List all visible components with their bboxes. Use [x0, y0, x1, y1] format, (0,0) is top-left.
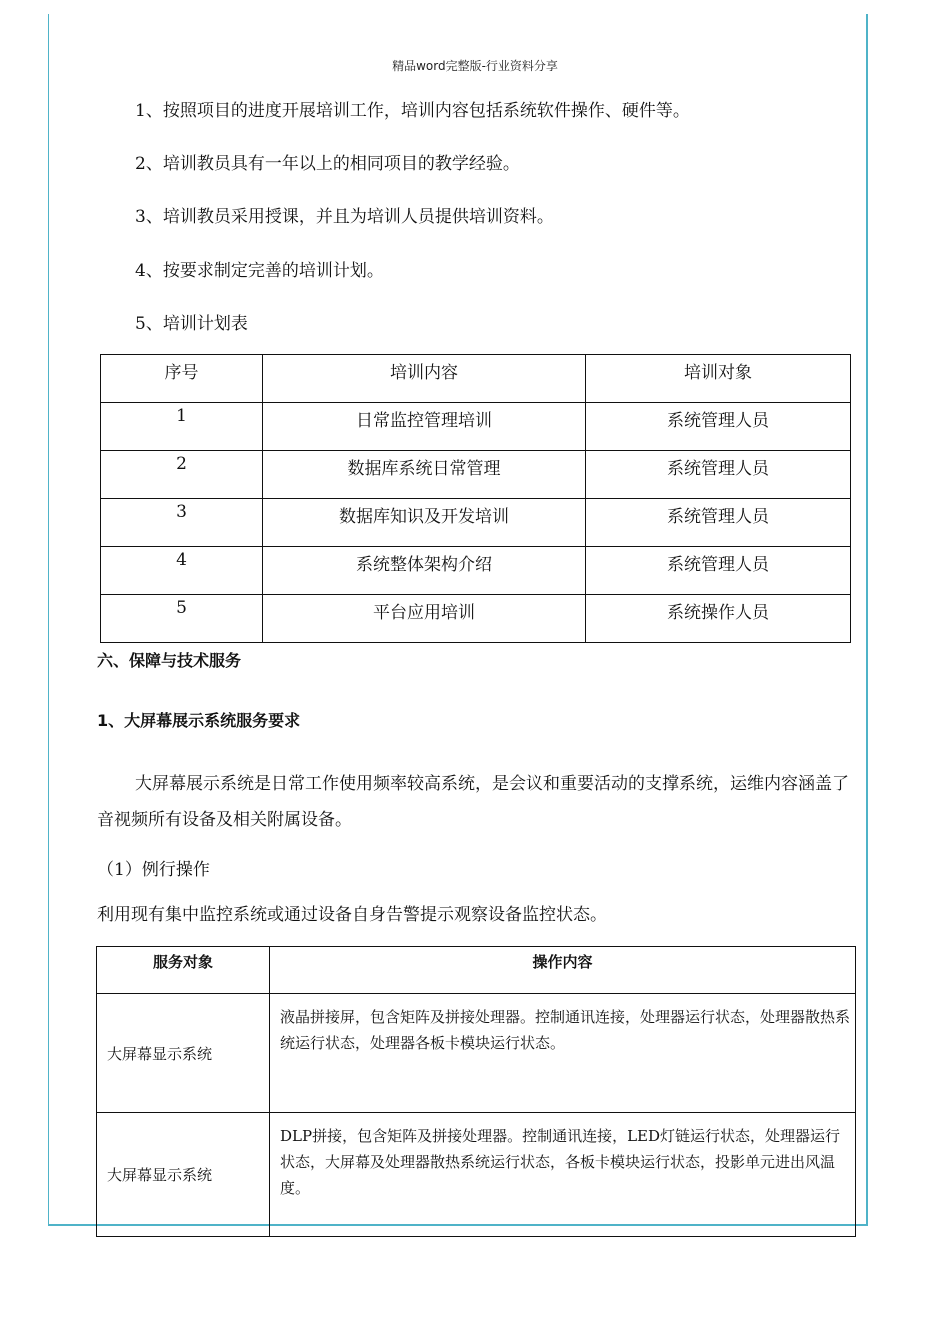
- table-row: [101, 499, 851, 547]
- cell-audience: 系统管理人员: [586, 451, 851, 499]
- column-header-number: 序号: [101, 355, 263, 403]
- cell-audience: 系统管理人员: [586, 403, 851, 451]
- column-header-operation: 操作内容: [270, 947, 856, 994]
- table-row: [101, 547, 851, 595]
- cell-number: 5: [101, 595, 263, 643]
- cell-content: 数据库系统日常管理: [263, 451, 586, 499]
- table-row: [101, 595, 851, 643]
- training-item-5: 5、培训计划表: [135, 314, 248, 334]
- subsection-title: 1、大屏幕展示系统服务要求: [97, 711, 301, 730]
- routine-title: （1）例行操作: [97, 860, 210, 880]
- cell-number: 2: [101, 451, 263, 499]
- table-row: [97, 1113, 856, 1237]
- cell-content: 数据库知识及开发培训: [263, 499, 586, 547]
- section-title: 六、保障与技术服务: [97, 651, 242, 670]
- cell-number: 1: [101, 403, 263, 451]
- training-item-4: 4、按要求制定完善的培训计划。: [135, 261, 384, 281]
- training-item-3: 3、培训教员采用授课，并且为培训人员提供培训资料。: [135, 207, 554, 227]
- training-plan-table: [100, 354, 851, 643]
- cell-service-object: 大屏幕显示系统: [97, 1113, 270, 1237]
- cell-number: 3: [101, 499, 263, 547]
- cell-operation: DLP拼接，包含矩阵及拼接处理器。控制通讯连接，LED灯链运行状态，处理器运行状态，大屏幕及处理器散热系统运行状态，各板卡模块运行状态，投影单元进出风温度。: [270, 1113, 856, 1237]
- table-row: [97, 994, 856, 1113]
- service-table: [96, 946, 856, 1237]
- page-header: 精品word完整版-行业资料分享: [392, 59, 558, 73]
- column-header-content: 培训内容: [263, 355, 586, 403]
- table-row: [101, 451, 851, 499]
- cell-number: 4: [101, 547, 263, 595]
- cell-service-object: 大屏幕显示系统: [97, 994, 270, 1113]
- cell-content: 日常监控管理培训: [263, 403, 586, 451]
- table-row: [101, 403, 851, 451]
- column-header-service-object: 服务对象: [97, 947, 270, 994]
- cell-content: 系统整体架构介绍: [263, 547, 586, 595]
- routine-description: 利用现有集中监控系统或通过设备自身告警提示观察设备监控状态。: [97, 905, 607, 925]
- cell-audience: 系统管理人员: [586, 547, 851, 595]
- intro-paragraph: 大屏幕展示系统是日常工作使用频率较高系统，是会议和重要活动的支撑系统，运维内容涵盖了音视频所有设备及相关附属设备。: [97, 774, 849, 830]
- column-header-audience: 培训对象: [586, 355, 851, 403]
- cell-content: 平台应用培训: [263, 595, 586, 643]
- cell-audience: 系统操作人员: [586, 595, 851, 643]
- cell-operation: 液晶拼接屏，包含矩阵及拼接处理器。控制通讯连接，处理器运行状态，处理器散热系统运行状态，处理器各板卡模块运行状态。: [270, 994, 856, 1113]
- table-header-row: [97, 947, 856, 994]
- table-header-row: [101, 355, 851, 403]
- training-item-1: 1、按照项目的进度开展培训工作，培训内容包括系统软件操作、硬件等。: [135, 101, 690, 121]
- training-item-2: 2、培训教员具有一年以上的相同项目的教学经验。: [135, 154, 520, 174]
- cell-audience: 系统管理人员: [586, 499, 851, 547]
